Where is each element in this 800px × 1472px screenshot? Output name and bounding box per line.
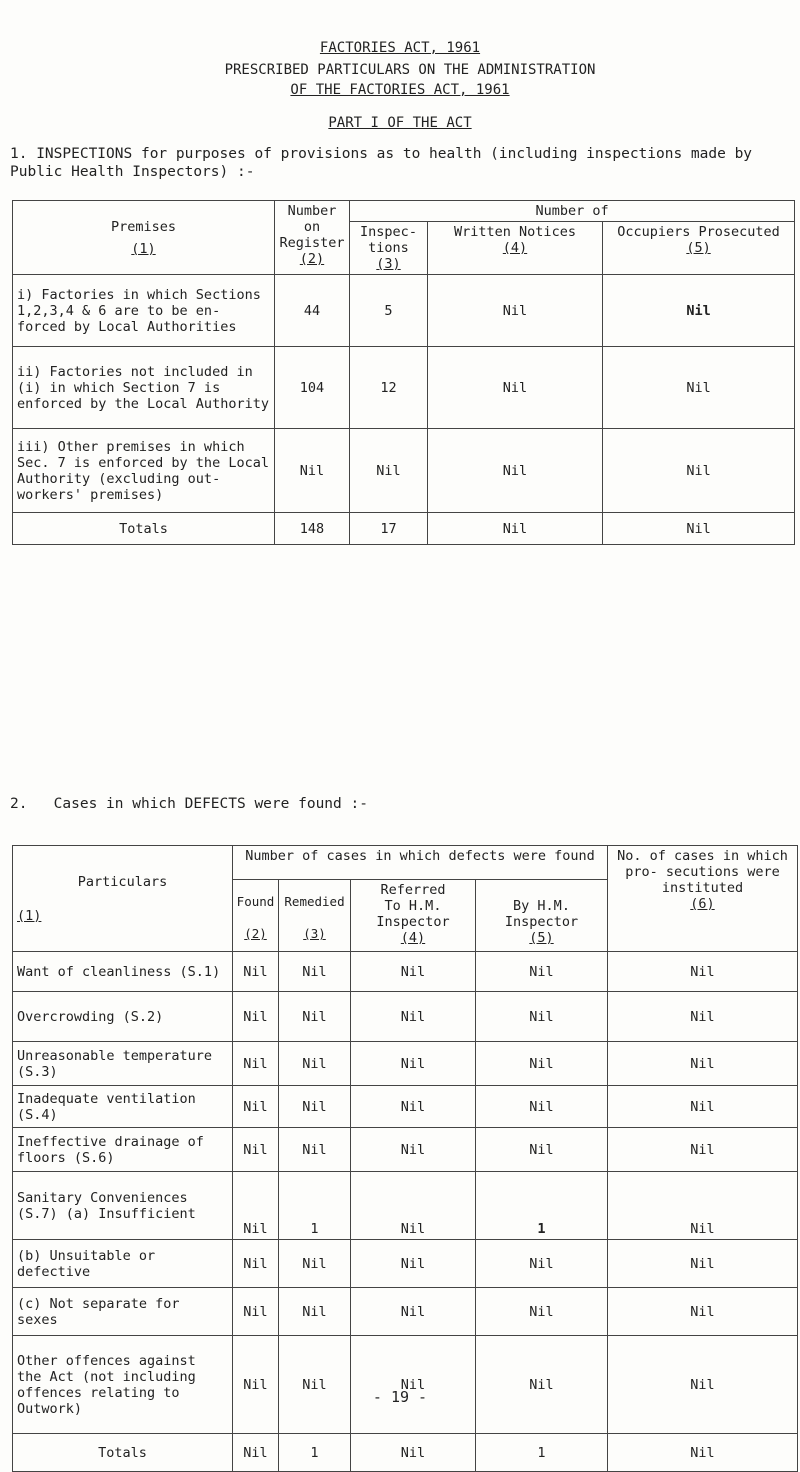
- prosecutions-cell: Nil: [608, 1042, 798, 1086]
- table-row: [13, 1288, 798, 1336]
- part-heading: PART I OF THE ACT: [328, 115, 472, 131]
- found-cell: Nil: [233, 1172, 279, 1240]
- prosecutions-cell: Nil: [608, 1240, 798, 1288]
- row-label: Inadequate ventilation (S.4): [13, 1086, 233, 1128]
- prosecutions-cell: Nil: [608, 1172, 798, 1240]
- to-hm-cell: Nil: [351, 992, 476, 1042]
- page-number: - 19 -: [372, 1388, 428, 1406]
- notices-cell: Nil: [428, 429, 603, 513]
- act-title: FACTORIES ACT, 1961: [319, 40, 481, 56]
- row-label: Overcrowding (S.2): [13, 992, 233, 1042]
- by-hm-header: By H.M. Inspector (5): [476, 880, 608, 952]
- found-cell: Nil: [233, 992, 279, 1042]
- inspections-cell: Nil: [350, 429, 428, 513]
- prosecuted-cell: Nil: [603, 275, 795, 347]
- prosecutions-cell: Nil: [608, 992, 798, 1042]
- table-row: [13, 1336, 798, 1434]
- section-2-text: Cases in which DEFECTS were found :-: [53, 796, 368, 812]
- table-row: [13, 1240, 798, 1288]
- heading-line-1: PRESCRIBED PARTICULARS ON THE ADMINISTRATION: [224, 62, 596, 78]
- found-cell: Nil: [233, 1288, 279, 1336]
- table-row: [13, 347, 795, 429]
- row-label: (c) Not separate for sexes: [13, 1288, 233, 1336]
- remedied-header: Remedied (3): [279, 880, 351, 952]
- row-label: Want of cleanliness (S.1): [13, 952, 233, 992]
- section-1-number: 1.: [10, 146, 28, 162]
- remedied-cell: Nil: [279, 1240, 351, 1288]
- table-row: [13, 952, 798, 992]
- remedied-cell: Nil: [279, 1042, 351, 1086]
- remedied-cell: Nil: [279, 952, 351, 992]
- remedied-cell: 1: [279, 1172, 351, 1240]
- to-hm-cell: Nil: [351, 1128, 476, 1172]
- section-2-intro: [10, 795, 800, 813]
- register-cell: 104: [275, 347, 350, 429]
- prosecuted-cell: Nil: [603, 347, 795, 429]
- notices-cell: Nil: [428, 347, 603, 429]
- cases-found-header: Number of cases in which defects were found: [233, 846, 608, 880]
- register-cell: Nil: [275, 429, 350, 513]
- row-label: iii) Other premises in which Sec. 7 is enforced by the Local Authority (excluding out-workers' premises): [13, 429, 275, 513]
- remedied-cell: Nil: [279, 1288, 351, 1336]
- inspections-cell: 5: [350, 275, 428, 347]
- totals-label: Totals: [13, 1434, 233, 1472]
- inspections-cell: 12: [350, 347, 428, 429]
- table-row: [13, 1128, 798, 1172]
- by-hm-cell: Nil: [476, 1086, 608, 1128]
- totals-prosecutions: Nil: [608, 1434, 798, 1472]
- inspections-header: Inspec- tions (3): [350, 222, 428, 275]
- to-hm-cell: Nil: [351, 1172, 476, 1240]
- table-row: [13, 429, 795, 513]
- to-hm-cell: Nil: [351, 1086, 476, 1128]
- by-hm-cell: Nil: [476, 1042, 608, 1086]
- register-cell: 44: [275, 275, 350, 347]
- prosecuted-cell: Nil: [603, 429, 795, 513]
- by-hm-cell: Nil: [476, 1128, 608, 1172]
- totals-row: [13, 513, 795, 545]
- section-1-text: INSPECTIONS for purposes of provisions as to health (including inspections made by Public Health Inspectors) :-: [10, 146, 753, 180]
- by-hm-cell: 1: [476, 1172, 608, 1240]
- found-cell: Nil: [233, 1240, 279, 1288]
- found-header: Found (2): [233, 880, 279, 952]
- totals-prosecuted: Nil: [603, 513, 795, 545]
- found-cell: Nil: [233, 1042, 279, 1086]
- register-header: Number on Register (2): [275, 201, 350, 275]
- occupiers-prosecuted-header: Occupiers Prosecuted (5): [603, 222, 795, 275]
- row-label: Unreasonable temperature (S.3): [13, 1042, 233, 1086]
- totals-by-hm: 1: [476, 1434, 608, 1472]
- remedied-cell: Nil: [279, 992, 351, 1042]
- table-row: [13, 1172, 798, 1240]
- number-of-header: Number of: [350, 201, 795, 222]
- to-hm-cell: Nil: [351, 1336, 476, 1434]
- prosecutions-header: No. of cases in which pro- secutions were instituted (6): [608, 846, 798, 952]
- written-notices-header: Written Notices (4): [428, 222, 603, 275]
- row-label: Ineffective drainage of floors (S.6): [13, 1128, 233, 1172]
- prosecutions-cell: Nil: [608, 1128, 798, 1172]
- table-row: [13, 992, 798, 1042]
- found-cell: Nil: [233, 952, 279, 992]
- row-label: Sanitary Conveniences (S.7) (a) Insufficient: [13, 1172, 233, 1240]
- heading-line-2: OF THE FACTORIES ACT, 1961: [290, 82, 510, 98]
- prosecutions-cell: Nil: [608, 1288, 798, 1336]
- totals-remedied: 1: [279, 1434, 351, 1472]
- by-hm-cell: Nil: [476, 992, 608, 1042]
- totals-notices: Nil: [428, 513, 603, 545]
- totals-row: [13, 1434, 798, 1472]
- notices-cell: Nil: [428, 275, 603, 347]
- prosecutions-cell: Nil: [608, 952, 798, 992]
- particulars-header: Particulars (1): [13, 846, 233, 952]
- to-hm-cell: Nil: [351, 1288, 476, 1336]
- remedied-cell: Nil: [279, 1086, 351, 1128]
- row-label: (b) Unsuitable or defective: [13, 1240, 233, 1288]
- remedied-cell: Nil: [279, 1128, 351, 1172]
- premises-header: Premises (1): [13, 201, 275, 275]
- section-1-intro: [10, 145, 800, 181]
- inspections-table: [12, 200, 795, 545]
- row-label: Other offences against the Act (not including offences relating to Outwork): [13, 1336, 233, 1434]
- totals-to-hm: Nil: [351, 1434, 476, 1472]
- totals-register: 148: [275, 513, 350, 545]
- totals-label: Totals: [13, 513, 275, 545]
- found-cell: Nil: [233, 1336, 279, 1434]
- to-hm-cell: Nil: [351, 952, 476, 992]
- totals-inspections: 17: [350, 513, 428, 545]
- totals-found: Nil: [233, 1434, 279, 1472]
- remedied-cell: Nil: [279, 1336, 351, 1434]
- row-label: i) Factories in which Sections 1,2,3,4 & 6 are to be en- forced by Local Authorities: [13, 275, 275, 347]
- table-row: [13, 1042, 798, 1086]
- found-cell: Nil: [233, 1086, 279, 1128]
- row-label: ii) Factories not included in (i) in which Section 7 is enforced by the Local Authority: [13, 347, 275, 429]
- by-hm-cell: Nil: [476, 1240, 608, 1288]
- section-2-number: 2.: [10, 796, 28, 812]
- table-row: [13, 1086, 798, 1128]
- defects-table: [12, 845, 798, 1472]
- by-hm-cell: Nil: [476, 1336, 608, 1434]
- by-hm-cell: Nil: [476, 1288, 608, 1336]
- to-hm-cell: Nil: [351, 1042, 476, 1086]
- found-cell: Nil: [233, 1128, 279, 1172]
- to-hm-cell: Nil: [351, 1240, 476, 1288]
- prosecutions-cell: Nil: [608, 1086, 798, 1128]
- table-row: [13, 275, 795, 347]
- to-hm-header: Referred To H.M. Inspector (4): [351, 880, 476, 952]
- prosecutions-cell: Nil: [608, 1336, 798, 1434]
- by-hm-cell: Nil: [476, 952, 608, 992]
